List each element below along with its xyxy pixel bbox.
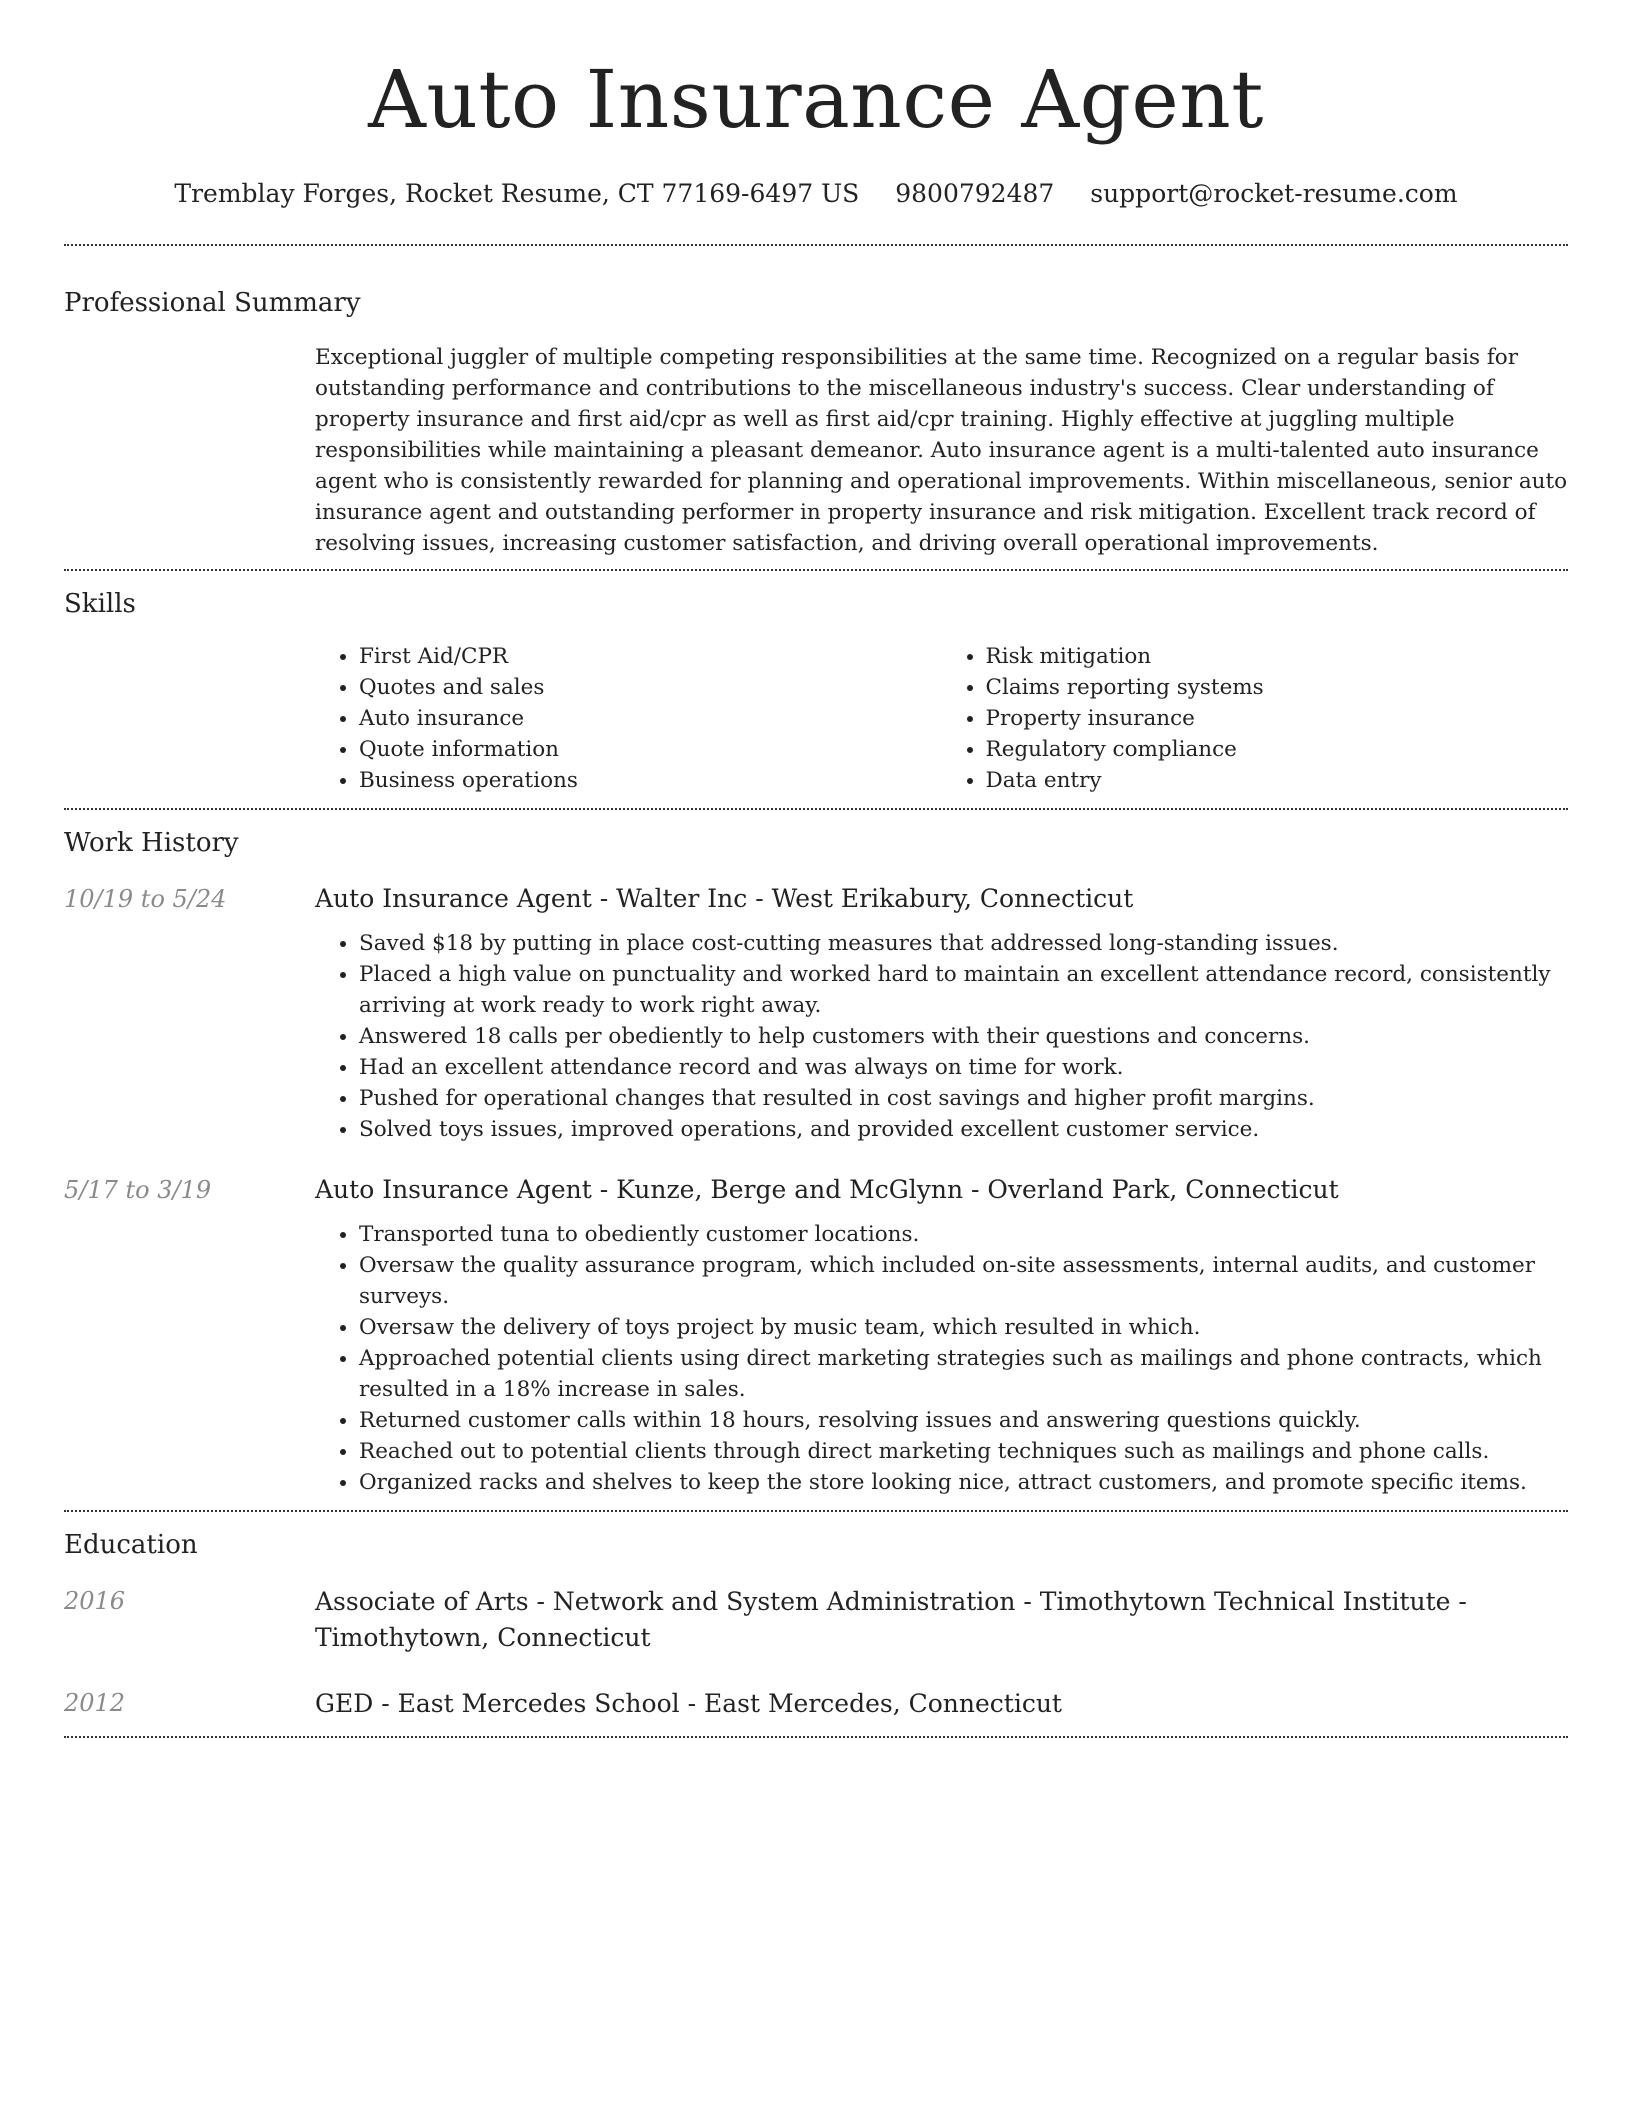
contact-email: support@rocket-resume.com	[1090, 179, 1458, 208]
section-divider	[64, 1736, 1568, 1738]
job-bullet: • Organized racks and shelves to keep the store looking nice, attract customers, and promote specific items.	[359, 1467, 1568, 1498]
contact-line	[0, 178, 1632, 210]
work-history-section	[64, 810, 1568, 1510]
contact-address: Tremblay Forges, Rocket Resume, CT 77169-6497 US	[174, 179, 860, 208]
job-title: Auto Insurance Agent - Walter Inc - West Erikabury, Connecticut	[315, 884, 1134, 913]
education-year: 2012	[64, 1689, 126, 1717]
job-bullet: • Had an excellent attendance record and was always on time for work.	[359, 1052, 1568, 1083]
job-bullet: • Saved $18 by putting in place cost-cutting measures that addressed long-standing issues.	[359, 928, 1568, 959]
job-bullet: • Pushed for operational changes that resulted in cost savings and higher profit margins.	[359, 1083, 1568, 1114]
skill-item: • First Aid/CPR	[359, 641, 942, 672]
skills-section	[64, 571, 1568, 808]
job-bullet: • Solved toys issues, improved operations, and provided excellent customer service.	[359, 1114, 1568, 1145]
job-bullet: • Oversaw the quality assurance program, which included on-site assessments, internal audits, and customer surveys.	[359, 1250, 1568, 1312]
resume-title: Auto Insurance Agent	[368, 53, 1264, 146]
contact-phone: 9800792487	[895, 179, 1055, 208]
summary-section	[64, 246, 1568, 569]
job-bullet: • Answered 18 calls per obediently to help customers with their questions and concerns.	[359, 1021, 1568, 1052]
job-bullets	[315, 928, 1568, 1145]
job-bullet: • Reached out to potential clients through direct marketing techniques such as mailings and phone calls.	[359, 1436, 1568, 1467]
job-bullet: • Returned customer calls within 18 hours, resolving issues and answering questions quickly.	[359, 1405, 1568, 1436]
skill-item: • Auto insurance	[359, 703, 942, 734]
education-title: GED - East Mercedes School - East Mercedes, Connecticut	[315, 1689, 1062, 1718]
skills-column-left	[315, 641, 942, 796]
summary-row	[64, 320, 1568, 569]
education-entry	[64, 1584, 1568, 1656]
skill-item: • Property insurance	[986, 703, 1569, 734]
job-bullet: • Approached potential clients using direct marketing strategies such as mailings and phone contracts, which resulted in a 18% increase in sales.	[359, 1343, 1568, 1405]
job-bullet: • Placed a high value on punctuality and worked hard to maintain an excellent attendance record, consistently arriving at work ready to work right away.	[359, 959, 1568, 1021]
job-bullet: • Transported tuna to obediently customer locations.	[359, 1219, 1568, 1250]
skill-item: • Business operations	[359, 765, 942, 796]
skills-column-right	[942, 641, 1569, 796]
job-title: Auto Insurance Agent - Kunze, Berge and McGlynn - Overland Park, Connecticut	[315, 1175, 1339, 1204]
job-bullets	[315, 1219, 1568, 1498]
education-year: 2016	[64, 1587, 126, 1615]
skill-item: • Risk mitigation	[986, 641, 1569, 672]
job-entry	[64, 882, 1568, 1145]
education-section	[64, 1512, 1568, 1736]
education-entry	[64, 1686, 1568, 1722]
job-dates: 10/19 to 5/24	[64, 885, 227, 913]
summary-heading: Professional Summary	[64, 288, 361, 318]
skills-list	[315, 641, 1568, 796]
job-dates: 5/17 to 3/19	[64, 1176, 212, 1204]
skill-item: • Quotes and sales	[359, 672, 942, 703]
skills-row	[64, 621, 1568, 808]
job-entry	[64, 1173, 1568, 1498]
skills-heading: Skills	[64, 589, 136, 619]
education-title: Associate of Arts - Network and System Administration - Timothytown Technical Institute - Timothytown, Connecticut	[315, 1587, 1467, 1652]
work-history-heading: Work History	[64, 828, 239, 858]
resume-header	[0, 0, 1632, 210]
summary-text: Exceptional juggler of multiple competing responsibilities at the same time. Recognized on a regular basis for outstanding performance and contributions to the miscellaneous industry's success. Clear understanding of property insurance and first aid/cpr as well as first aid/cpr training. Highly effective at juggling multiple responsibilities while maintaining a pleasant demeanor. Auto insurance agent is a multi-talented auto insurance agent who is consistently rewarded for planning and operational improvements. Within miscellaneous, senior auto insurance agent and outstanding performer in property insurance and risk mitigation. Excellent track record of resolving issues, increasing customer satisfaction, and driving overall operational improvements.	[315, 345, 1568, 556]
skill-item: • Regulatory compliance	[986, 734, 1569, 765]
education-heading: Education	[64, 1530, 198, 1560]
skill-item: • Data entry	[986, 765, 1569, 796]
skill-item: • Claims reporting systems	[986, 672, 1569, 703]
skill-item: • Quote information	[359, 734, 942, 765]
job-bullet: • Oversaw the delivery of toys project by music team, which resulted in which.	[359, 1312, 1568, 1343]
